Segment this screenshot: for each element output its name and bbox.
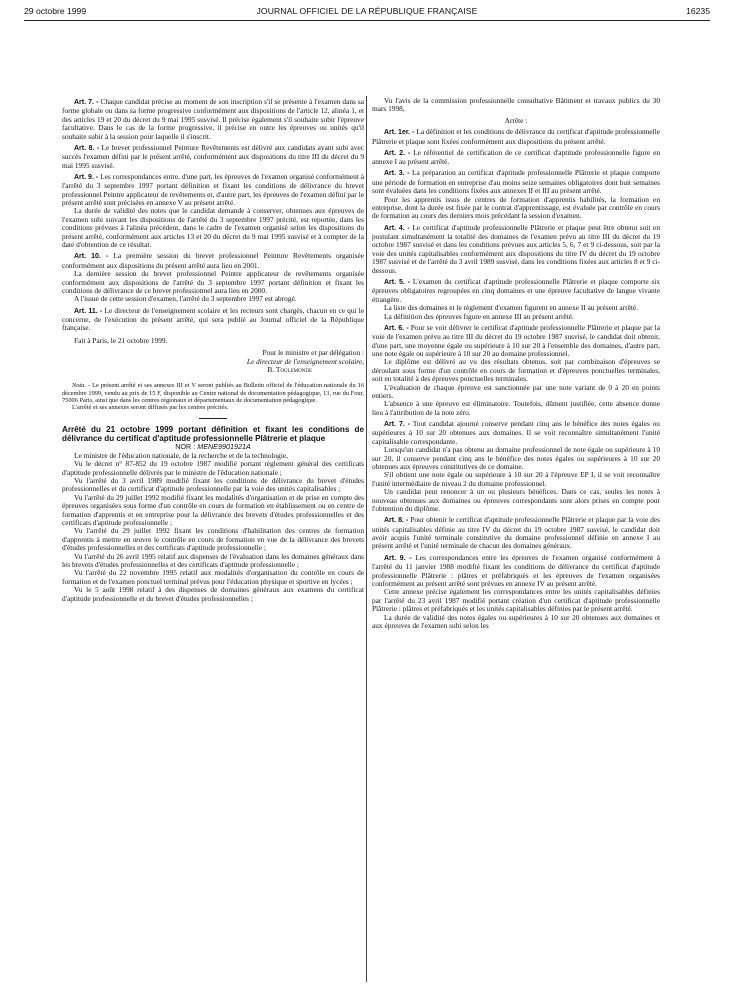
vu-list — [62, 452, 364, 603]
article-8: Art. 8. - Le brevet professionnel Peinture Revêtements est délivré aux candidats ayant subi avec succès l'examen défini par le présent arrêté, conformément aux dispositions du titre III du décret du 9 mai 1995 susvisé. — [62, 142, 364, 170]
vu-paragraph: Vu l'arrêté du 22 novembre 1995 relatif aux modalités d'organisation du contrôle en cours de formation et de l'examen ponctuel terminal prévus pour l'éducation physique et sportive en lycées ; — [62, 568, 364, 586]
signature-role: Le directeur de l'enseignement scolaire, — [246, 356, 364, 366]
header-journal-title: JOURNAL OFFICIEL DE LA RÉPUBLIQUE FRANÇAISE — [256, 6, 478, 16]
article-2: Art. 2. - Le référentiel de certification de ce certificat d'aptitude professionnelle figure en annexe I au présent arrêté. — [372, 147, 660, 167]
article-5-paragraph: La liste des domaines et le règlement d'examen figurent en annexe II au présent arrêté. — [384, 303, 638, 313]
nor-reference: NOR : MENE9901921A — [175, 442, 251, 452]
article-9: Art. 9. - Les correspondances entre les épreuves de l'examen organisé conformément à l'arrêté du 11 janvier 1988 modifié fixant les conditions de délivrance du certificat d'aptitude professionnelle Plâtrerie : plâtres et préfabriqués et les épreuves de l'examen organisées conformément au présent arrêté sont prévues en annexe IV au présent arrêté. — [372, 552, 660, 588]
arrete-heading: Arrête : — [504, 115, 528, 125]
signed-at: Fait à Paris, le 21 octobre 1999. — [74, 335, 168, 345]
signature-delegation: Pour le ministre et par délégation : — [262, 348, 364, 358]
header-date: 29 octobre 1999 — [24, 6, 87, 16]
article-7: Art. 7. - Tout candidat ajourné conserve pendant cinq ans le bénéfice des notes égales ou supérieures à 10 sur 20 obtenues aux domaines. Il se voit reconnaître simultanément l'unité capitalisable correspondante. — [372, 419, 660, 446]
left-column — [62, 98, 364, 603]
article-5-paragraph: La définition des épreuves figure en annexe III au présent arrêté. — [384, 311, 574, 321]
article-11: Art. 11. - Le directeur de l'enseignement scolaire et les recteurs sont chargés, chacun en ce qui le concerne, de l'exécution du présent arrêté, qui sera publié au Journal officiel de la République française. — [62, 305, 365, 333]
article-6-paragraph: L'absence à une épreuve est éliminatoire. Toutefois, dûment justifiée, cette absence donne lieu à l'attribution de la note zéro. — [372, 399, 660, 417]
article-9-paragraph: La durée de validité des notes égales ou supérieures à 10 sur 20 obtenues aux domaines et aux épreuves de l'examen subi selon les — [372, 612, 660, 630]
vu-paragraph: Vu le 5 août 1998 relatif à des dispenses de domaines généraux aux examens du certificat d'aptitude professionnelle et du brevet d'études professionnelles ; — [62, 585, 364, 603]
article-4: Art. 4. - Le certificat d'aptitude professionnelle Plâtrerie et plaque peut être obtenu soit en postulant simultanément la totalité des domaines de l'examen prévu au titre III du décret du 19 octobre 1987 susvisé et dans les conditions prévues aux articles 5, 6, 7 et 9 ci-dessous, soit par la voie des unités capitalisables conformément aux dispositions du titre IV du décret du 19 octobre 1987 susvisé et de l'arrêté du 3 avril 1989 susvisé, dans les conditions fixées aux articles 8 et 9 ci-dessous. — [372, 222, 660, 275]
section-separator — [199, 418, 227, 419]
article-1: Art. 1er. - La définition et les conditions de délivrance du certificat d'aptitude professionnelle Plâtrerie et plaque sont fixées conformément aux dispositions du présent arrêté. — [372, 127, 660, 146]
article-7: Art. 7. - Chaque candidat précise au moment de son inscription s'il se présente à l'examen dans sa forme globale ou dans sa forme progressive conformément aux dispositions de l'article 12, alinéa 1, et des articles 19 et 20 du décret du 9 mai 1995 susvisé. Il précise également s'il souhaite subir l'épreuve facultative. Dans le cas de la forme progressive, il précise en outre les épreuves ou unités qu'il souhaite subir à la session pour laquelle il s'inscrit. — [62, 97, 365, 141]
article-5: Art. 5. - L'examen du certificat d'aptitude professionnelle Plâtrerie et plaque comporte six épreuves obligatoires regroupées en cinq domaines et une épreuve facultative de langue vivante étrangère. — [372, 276, 660, 304]
header-page-number: 16235 — [686, 6, 710, 16]
article-3: Art. 3. - La préparation au certificat d'aptitude professionnelle Plâtrerie et plaque comporte une période de formation en entreprise d'au moins seize semaines obligatoires dont huit semaines sont évaluées dans les conditions fixées aux annexes II et III au présent arrêté. — [372, 168, 660, 196]
article-7-paragraph: S'il obtient une note égale ou supérieure à 10 sur 20 à l'épreuve EP I, il se voit reconnaître l'unité intermédiaire de niveau 2 du domaine professionnel. — [372, 470, 660, 488]
page-header — [24, 6, 710, 20]
article-9-paragraph: Cette annexe précise également les correspondances entre les unités capitalisables définies par l'arrêté du 23 avril 1987 modifié portant création d'un certificat d'aptitude professionnelle Plâtrerie : plâtres et préfabriqués et les unités capitalisables définies par le présent arrêté. — [372, 587, 660, 614]
vu-paragraph: Vu l'arrêté du 29 juillet 1992 modifié fixant les modalités d'organisation et de prise en compte des épreuves organisées sous forme d'un contrôle en cours de formation en établissement ou en centre de formation d'apprentis et en entreprise pour la délivrance des brevets d'études professionnelles et des certificats d'aptitude professionnelle ; — [62, 492, 364, 528]
right-column — [372, 97, 660, 630]
signature-block — [62, 349, 364, 374]
vu-paragraph: Vu le décret n° 87-852 du 19 octobre 1987 modifié portant règlement général des certificats d'aptitude professionnelle délivrés par le ministre de l'éducation nationale ; — [62, 459, 364, 477]
signature-name: B. Toulemonde — [267, 364, 312, 374]
article-10-paragraph: La dernière session du brevet professionnel Peintre applicateur de revêtements organisée conformément aux dispositions de l'arrêté du 3 septembre 1997 portant définition et fixant les conditions de délivrance de ce brevet professionnel aura lieu en 2000. — [62, 269, 364, 295]
nota-block — [62, 382, 364, 411]
vu-paragraph: Vu l'arrêté du 26 avril 1995 relatif aux dispenses de l'évaluation dans les domaines généraux dans les brevets d'études professionnelles et des certificats d'aptitude professionnelle ; — [62, 551, 364, 570]
nota-text-2: L'arrêté et ses annexes seront diffusés par les centres précités. — [72, 403, 229, 411]
article-10: Art. 10. - La première session du brevet professionnel Peinture Revêtements organisée conformément aux dispositions du présent arrêté aura lieu en 2001. — [62, 251, 364, 270]
article-9-paragraph: La durée de validité des notes que le candidat demande à conserver, obtenues aux épreuves de l'examen subi suivant les dispositions de l'arrêté du 3 septembre 1997 précité, est reportée, dans les conditions prévues à l'alinéa précédent, dans le cadre de l'examen organisé selon les dispositions du présent arrêté, conformément aux articles 13 et 20 du décret du 9 mai 1995 susvisé et à compter de la date d'obtention de ce résultat. — [62, 206, 364, 250]
decree-title: Arrêté du 21 octobre 1999 portant définition et fixant les conditions de délivrance du certificat d'aptitude professionnelle Plâtrerie et plaque — [62, 425, 364, 444]
avis-paragraph: Vu l'avis de la commission professionnelle consultative Bâtiment et travaux publics du 30 mars 1998, — [372, 96, 660, 114]
article-6-paragraph: Le diplôme est délivré au vu des résultats obtenus, soit par combinaison d'épreuves se déroulant sous forme d'un contrôle en cours de formation et d'épreuves ponctuelles terminales, soit en totalité à des épreuves ponctuelles terminales. — [372, 357, 660, 384]
column-divider — [366, 96, 367, 982]
article-8: Art. 8. - Pour obtenir le certificat d'aptitude professionnelle Plâtrerie et plaque par la voie des unités capitalisables définie au titre IV du décret du 19 octobre 1987 susvisé, le candidat doit avoir acquis l'unité terminale constitutive du domaine professionnel définie en annexe I au présent arrêté et l'unité terminale de chacun des domaines généraux. — [372, 515, 660, 551]
article-6-paragraph: L'évaluation de chaque épreuve est sanctionnée par une note variant de 0 à 20 en points entiers. — [372, 382, 660, 400]
nota-text: Nota. - Le présent arrêté et ses annexes III et V seront publiés au Bulletin officiel de l'éducation nationale du 16 décembre 1999, vendu au prix de 15 F, disponible au Centre national de documentation pédagogique, 13, rue du Four, 75006 Paris, ainsi que dans les centres régionaux et départementaux de documentation pédagogique. — [62, 382, 364, 404]
article-6: Art. 6. - Pour se voir délivrer le certificat d'aptitude professionnelle Plâtrerie et plaque par la voie de l'examen prévu au titre III du décret du 19 octobre 1987 susvisé, le candidat doit obtenir, d'une part, une moyenne égale ou supérieure à 10 sur 20 à l'ensemble des domaines, d'autre part, une note égale ou supérieure à 10 sur 20 au domaine professionnel. — [372, 322, 660, 358]
header-rule — [24, 20, 710, 21]
article-3-paragraph: Pour les apprentis issus de centres de formation d'apprentis habilités, la formation en entreprise, dont la durée est fixée par le contrat d'apprentissage, est évaluée par contrôle en cours de formation au cours des derniers mois précédant la session d'examen. — [372, 194, 660, 221]
article-9: Art. 9. - Les correspondances entre, d'une part, les épreuves de l'examen organisé conformément à l'arrêté du 3 septembre 1997 portant définition et fixant les conditions de délivrance du brevet professionnel Peintre applicateur de revêtements et, d'autre part, les épreuves de l'examen défini par le présent arrêté sont précisées en annexe V au présent arrêté. — [62, 171, 364, 208]
vu-paragraph: Vu l'arrêté du 3 avril 1989 modifié fixant les conditions de délivrance du brevet d'études professionnelles et du certificat d'aptitude professionnelle par la voie des unités capitalisables ; — [62, 476, 364, 494]
vu-paragraph: Le ministre de l'éducation nationale, de la recherche et de la technologie, — [74, 450, 288, 460]
vu-paragraph: Vu l'arrêté du 29 juillet 1992 fixant les conditions d'habilitation des centres de formation d'apprentis à mettre en œuvre le contrôle en cours de formation en vue de la délivrance des brevets d'études professionnelles et des certificats d'aptitude professionnelle ; — [62, 526, 364, 553]
article-7-paragraph: Lorsqu'un candidat n'a pas obtenu au domaine professionnel de note égale ou supérieure à 10 sur 20, il conserve pendant cinq ans le bénéfice des notes égales ou supérieures à 10 sur 20 obtenues aux épreuves constitutives de ce domaine. — [372, 445, 660, 472]
article-10-paragraph: A l'issue de cette session d'examen, l'arrêté du 3 septembre 1997 est abrogé. — [74, 294, 297, 304]
article-7-paragraph: Un candidat peut renoncer à un ou plusieurs bénéfices. Dans ce cas, seules les notes à nouveau obtenues aux domaines ou épreuves correspondants sont alors prises en compte pour l'obtention du diplôme. — [372, 487, 660, 514]
